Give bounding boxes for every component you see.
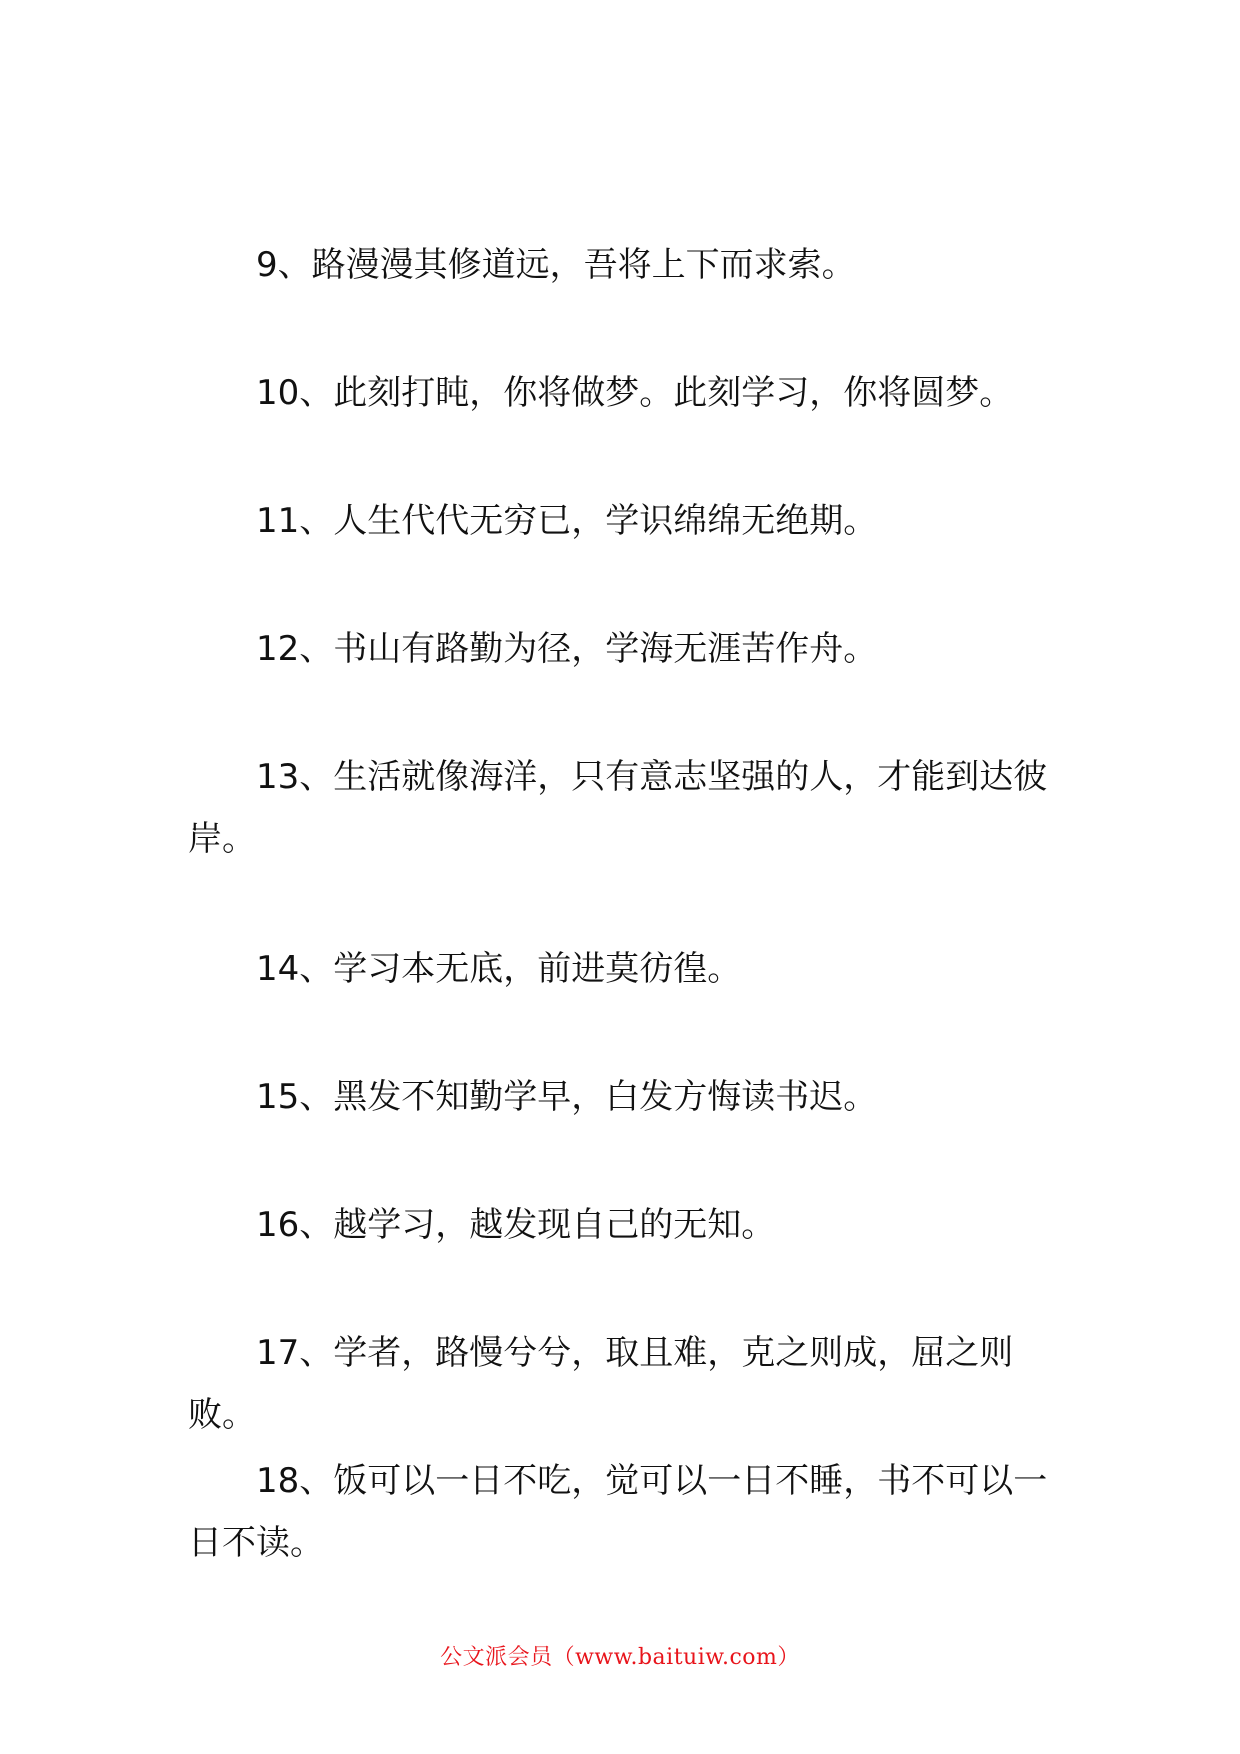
paragraph-18: 18、饭可以一日不吃，觉可以一日不睡，书不可以一日不读。 [188,1461,1048,1563]
paragraph-11: 11、人生代代无穷已，学识绵绵无绝期。 [256,501,878,541]
paragraph-15: 15、黑发不知勤学早，白发方悔读书迟。 [256,1077,878,1117]
paragraph-16: 16、越学习，越发现自己的无知。 [256,1205,776,1245]
footer-watermark: 公文派会员（www.baituiw.com） [440,1645,800,1670]
paragraph-12: 12、书山有路勤为径，学海无涯苦作舟。 [256,629,878,669]
paragraph-14: 14、学习本无底，前进莫彷徨。 [256,949,742,989]
paragraph-13: 13、生活就像海洋，只有意志坚强的人，才能到达彼岸。 [188,757,1048,859]
paragraph-17: 17、学者，路慢兮兮，取且难，克之则成，屈之则败。 [188,1333,1014,1435]
paragraph-10: 10、此刻打盹，你将做梦。此刻学习，你将圆梦。 [256,373,1014,413]
paragraph-9: 9、路漫漫其修道远，吾将上下而求索。 [256,245,856,285]
